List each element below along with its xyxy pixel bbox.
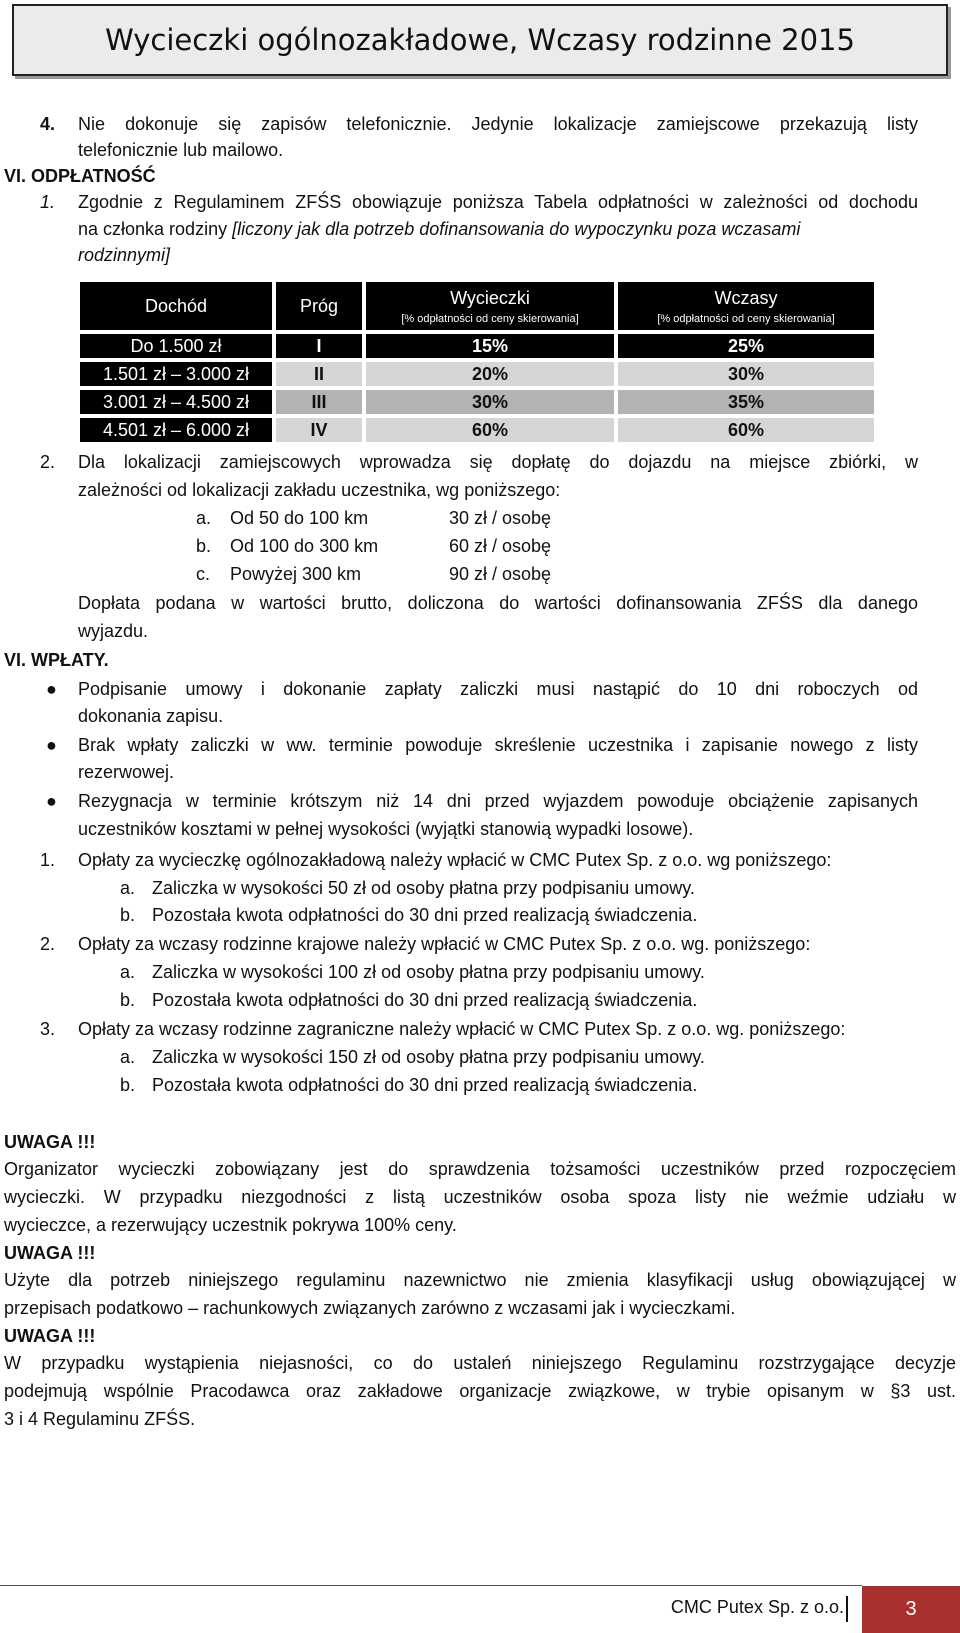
table-row xyxy=(80,362,874,386)
distance-price: 90 zł / osobę xyxy=(449,564,552,584)
table-cell: I xyxy=(276,334,366,358)
paragraph-line: przepisach podatkowo – rachunkowych związanych zarówno z wczasami jak i wycieczkami. xyxy=(4,1298,736,1318)
distance-range: Od 100 do 300 km xyxy=(230,536,379,556)
footer-separator xyxy=(846,1596,848,1622)
table-cell: 60% xyxy=(618,418,874,442)
table-cell: 30% xyxy=(618,362,874,386)
paragraph-line: Organizator wycieczki zobowiązany jest do sprawdzenia tożsamości uczestników przed rozpoczęciem xyxy=(4,1159,956,1179)
paragraph-line: Zaliczka w wysokości 50 zł od osoby płatna przy podpisaniu umowy. xyxy=(152,878,695,898)
table-row xyxy=(80,390,874,414)
paragraph-line: Opłaty za wycieczkę ogólnozakładową należy wpłacić w CMC Putex Sp. z o.o. wg poniższego: xyxy=(78,850,832,870)
distance-price: 30 zł / osobę xyxy=(449,508,552,528)
paragraph-line: Zaliczka w wysokości 100 zł od osoby płatna przy podpisaniu umowy. xyxy=(152,962,705,982)
table-cell: IV xyxy=(276,418,366,442)
paragraph-line: dokonania zapisu. xyxy=(78,706,224,726)
warning-heading: UWAGA !!! xyxy=(4,1243,96,1263)
paragraph-line: Pozostała kwota odpłatności do 30 dni przed realizacją świadczenia. xyxy=(152,905,698,925)
table-header-label: Wycieczki xyxy=(450,287,530,308)
table-header-label: Wczasy xyxy=(714,287,778,308)
paragraph-line: Rezygnacja w terminie krótszym niż 14 dni przed wyjazdem powoduje obciążenie zapisanych xyxy=(78,791,918,811)
paragraph-line: Dla lokalizacji zamiejscowych wprowadza się dopłatę do dojazdu na miejsce zbiórki, w xyxy=(78,452,918,472)
table-header-cell xyxy=(618,282,874,330)
table-cell: 15% xyxy=(366,334,618,358)
paragraph-line: Nie dokonuje się zapisów telefonicznie. Jedynie lokalizacje zamiejscowe przekazują listy xyxy=(78,114,918,134)
table-cell: II xyxy=(276,362,366,386)
list-letter: a. xyxy=(120,962,136,982)
table-row xyxy=(80,418,874,442)
paragraph-line: Opłaty za wczasy rodzinne krajowe należy wpłacić w CMC Putex Sp. z o.o. wg. poniższego: xyxy=(78,934,811,954)
table-header-cell xyxy=(366,282,618,330)
warning-heading: UWAGA !!! xyxy=(4,1326,96,1346)
bullet-icon: ● xyxy=(46,791,57,811)
table-header-row xyxy=(80,282,874,330)
paragraph-line: wyjazdu. xyxy=(78,621,149,641)
list-number: 2. xyxy=(40,452,56,472)
paragraph-line: wycieczki. W przypadku niezgodności z listą uczestników osoba spoza listy nie weźmie udziału w xyxy=(4,1187,956,1207)
table-cell: 30% xyxy=(366,390,618,414)
bullet-icon: ● xyxy=(46,679,57,699)
page-title: Wycieczki ogólnozakładowe, Wczasy rodzinne 2015 xyxy=(105,23,855,57)
paragraph-line: zależności od lokalizacji zakładu uczestnika, wg poniższego: xyxy=(78,480,561,500)
table-header-sublabel: [% odpłatności od ceny skierowania] xyxy=(657,312,835,325)
table-header-sublabel: [% odpłatności od ceny skierowania] xyxy=(401,312,579,325)
list-number: 4. xyxy=(40,114,56,134)
list-letter: c. xyxy=(196,564,211,584)
table-row xyxy=(80,334,874,358)
table-header-cell: Próg xyxy=(276,282,366,330)
distance-price: 60 zł / osobę xyxy=(449,536,552,556)
distance-range: Powyżej 300 km xyxy=(230,564,362,584)
paragraph-line: rodzinnymi] xyxy=(78,245,171,265)
page-number: 3 xyxy=(905,1598,917,1620)
list-letter: b. xyxy=(196,536,212,556)
table-cell: 35% xyxy=(618,390,874,414)
bullet-icon: ● xyxy=(46,735,57,755)
paragraph-line: W przypadku wystąpienia niejasności, co do ustaleń niniejszego Regulaminu rozstrzygające decyzje xyxy=(4,1353,956,1373)
list-letter: b. xyxy=(120,905,136,925)
paragraph-line: wycieczce, a rezerwujący uczestnik pokrywa 100% ceny. xyxy=(4,1215,457,1235)
list-letter: a. xyxy=(120,1047,136,1067)
paragraph-line: Brak wpłaty zaliczki w ww. terminie powoduje skreślenie uczestnika i zapisanie nowego z listy xyxy=(78,735,918,755)
fee-table xyxy=(80,282,874,446)
page-number-box xyxy=(862,1586,960,1633)
table-cell: 25% xyxy=(618,334,874,358)
table-cell: Do 1.500 zł xyxy=(80,334,276,358)
paragraph-line: Zaliczka w wysokości 150 zł od osoby płatna przy podpisaniu umowy. xyxy=(152,1047,705,1067)
table-cell: 4.501 zł – 6.000 zł xyxy=(80,418,276,442)
paragraph-italic-text: [liczony jak dla potrzeb dofinansowania do wypoczynku poza wczasami xyxy=(232,219,801,239)
list-letter: b. xyxy=(120,1075,136,1095)
paragraph-line: Pozostała kwota odpłatności do 30 dni przed realizacją świadczenia. xyxy=(152,1075,698,1095)
paragraph-line: rezerwowej. xyxy=(78,762,175,782)
section-heading: VI. ODPŁATNOŚĆ xyxy=(4,166,156,186)
paragraph-line: Użyte dla potrzeb niniejszego regulaminu nazewnictwo nie zmienia klasyfikacji usług obowiązującej w xyxy=(4,1270,956,1290)
paragraph-line: Dopłata podana w wartości brutto, doliczona do wartości dofinansowania ZFŚS dla danego xyxy=(78,593,918,613)
table-header-cell: Dochód xyxy=(80,282,276,330)
list-number: 1. xyxy=(40,192,56,212)
page-header xyxy=(12,4,948,76)
list-letter: a. xyxy=(120,878,136,898)
distance-range: Od 50 do 100 km xyxy=(230,508,369,528)
list-letter: a. xyxy=(196,508,212,528)
table-cell: 60% xyxy=(366,418,618,442)
paragraph-line: Pozostała kwota odpłatności do 30 dni przed realizacją świadczenia. xyxy=(152,990,698,1010)
footer-divider xyxy=(0,1585,862,1586)
warning-heading: UWAGA !!! xyxy=(4,1132,96,1152)
footer-company: CMC Putex Sp. z o.o. xyxy=(670,1597,844,1617)
list-number: 2. xyxy=(40,934,56,954)
paragraph-line: Podpisanie umowy i dokonanie zapłaty zaliczki musi nastąpić do 10 dni roboczych od xyxy=(78,679,918,699)
paragraph-line: Zgodnie z Regulaminem ZFŚS obowiązuje poniższa Tabela odpłatności w zależności od dochodu xyxy=(78,192,918,212)
paragraph-line: 3 i 4 Regulaminu ZFŚS. xyxy=(4,1409,196,1429)
paragraph-line: Opłaty za wczasy rodzinne zagraniczne należy wpłacić w CMC Putex Sp. z o.o. wg. poniższego: xyxy=(78,1019,846,1039)
paragraph-line: podejmują wspólnie Pracodawca oraz zakładowe organizacje związkowe, w trybie opisanym w §3 ust. xyxy=(4,1381,956,1401)
table-cell: III xyxy=(276,390,366,414)
list-letter: b. xyxy=(120,990,136,1010)
paragraph-line: uczestników kosztami w pełnej wysokości (wyjątki stanowią wypadki losowe). xyxy=(78,819,694,839)
section-heading: VI. WPŁATY. xyxy=(4,650,109,670)
paragraph-line xyxy=(78,217,800,241)
table-cell: 1.501 zł – 3.000 zł xyxy=(80,362,276,386)
list-number: 1. xyxy=(40,850,56,870)
paragraph-text: na członka rodziny xyxy=(78,219,228,239)
table-cell: 3.001 zł – 4.500 zł xyxy=(80,390,276,414)
table-cell: 20% xyxy=(366,362,618,386)
list-number: 3. xyxy=(40,1019,56,1039)
paragraph-line: telefonicznie lub mailowo. xyxy=(78,140,284,160)
